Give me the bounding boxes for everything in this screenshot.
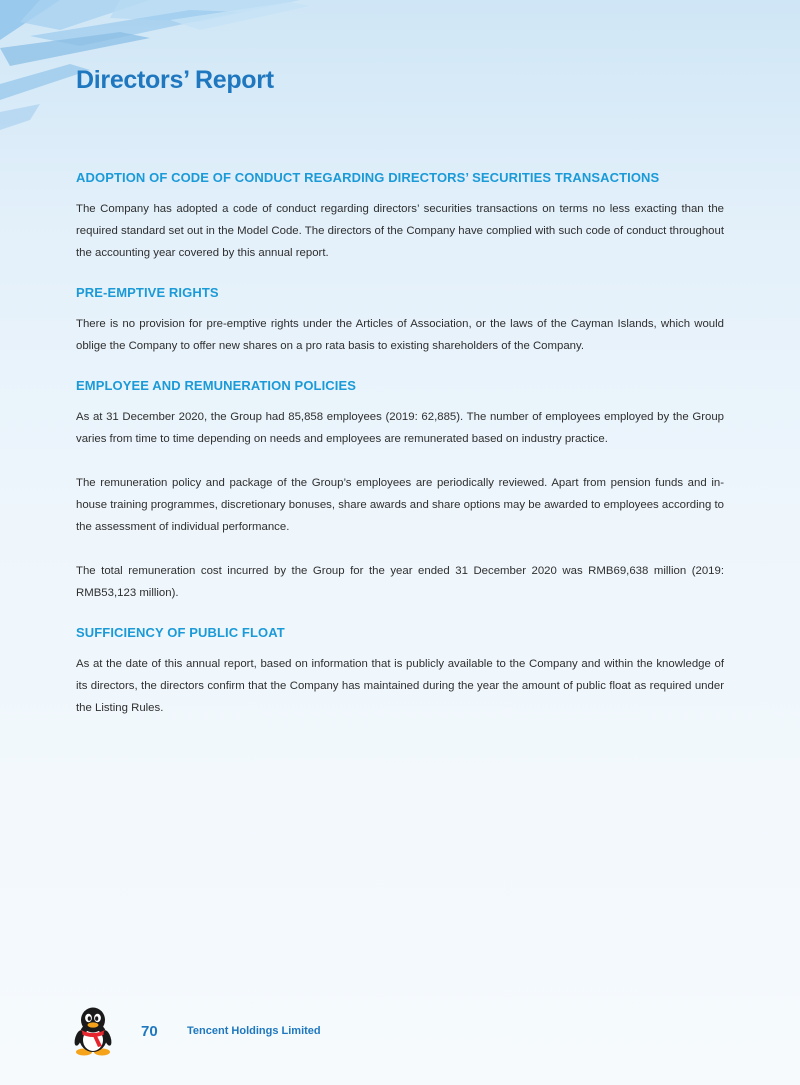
section-paragraph: The remuneration policy and package of the Group’s employees are periodically reviewed. Apart from pension funds and in-house training programmes, discretionary bonuses, share awards and share options may be awarded to employees according to the assessment of individual performance. xyxy=(76,477,724,533)
section-public-float xyxy=(76,625,724,719)
section-employee-remuneration xyxy=(76,378,724,604)
company-name: Tencent Holdings Limited xyxy=(187,1025,321,1037)
section-heading: SUFFICIENCY OF PUBLIC FLOAT xyxy=(76,625,285,640)
section-paragraph: The Company has adopted a code of conduct regarding directors’ securities transactions on terms no less exacting than the required standard set out in the Model Code. The directors of the Company have complied with such code of conduct throughout the accounting year covered by this annual report. xyxy=(76,203,724,259)
section-paragraph: As at the date of this annual report, based on information that is publicly available to the Company and within the knowledge of its directors, the directors confirm that the Company has maintained during the year the amount of public float as required under the Listing Rules. xyxy=(76,658,724,714)
penguin-mascot-icon xyxy=(72,1006,114,1056)
section-paragraph: As at 31 December 2020, the Group had 85,858 employees (2019: 62,885). The number of employees employed by the Group varies from time to time depending on needs and employees are remunerated based on industry practice. xyxy=(76,411,724,445)
section-pre-emptive-rights xyxy=(76,285,724,357)
page-number: 70 xyxy=(141,1023,158,1040)
section-heading: PRE-EMPTIVE RIGHTS xyxy=(76,285,219,300)
section-code-of-conduct xyxy=(76,170,724,264)
section-paragraph: The total remuneration cost incurred by the Group for the year ended 31 December 2020 was RMB69,638 million (2019: RMB53,123 million). xyxy=(76,565,724,599)
section-heading: ADOPTION OF CODE OF CONDUCT REGARDING DIRECTORS’ SECURITIES TRANSACTIONS xyxy=(76,170,660,185)
page-title: Directors’ Report xyxy=(76,66,274,94)
report-body xyxy=(76,170,724,719)
section-heading: EMPLOYEE AND REMUNERATION POLICIES xyxy=(76,378,357,393)
page-footer xyxy=(72,1006,472,1056)
section-paragraph: There is no provision for pre-emptive rights under the Articles of Association, or the laws of the Cayman Islands, which would oblige the Company to offer new shares on a pro rata basis to existing shareholders of the Company. xyxy=(76,318,724,352)
